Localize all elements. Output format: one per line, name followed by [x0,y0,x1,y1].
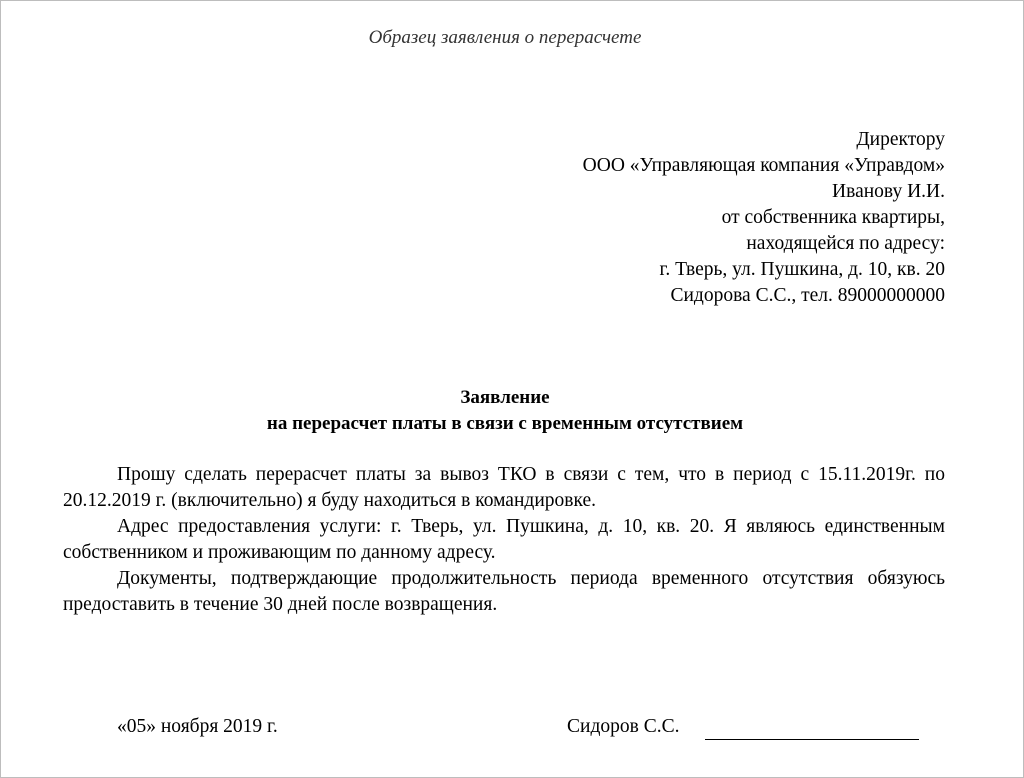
addressee-line: г. Тверь, ул. Пушкина, д. 10, кв. 20 [659,259,945,280]
signature-line [705,739,919,740]
statement-heading [1,385,1009,437]
document-caption: Образец заявления о перерасчете [368,27,642,48]
addressee-block [425,127,945,309]
signature-name: Сидоров С.С. [567,716,680,737]
addressee-line: Директору [856,129,945,150]
addressee-line: находящейся по адресу: [746,233,945,254]
document-subtitle: на перерасчет платы в связи с временным отсутствием [266,413,744,434]
addressee-line: от собственника квартиры, [721,207,945,228]
signature-date: «05» ноября 2019 г. [117,716,278,737]
addressee-line: Сидорова С.С., тел. 89000000000 [670,285,945,306]
addressee-line: ООО «Управляющая компания «Управдом» [582,155,945,176]
body-paragraph: Адрес предоставления услуги: г. Тверь, ул. Пушкина, д. 10, кв. 20. Я являюсь единственным собственником и проживающим по данному адресу. [63,516,945,563]
addressee-line: Иванову И.И. [832,181,945,202]
body-paragraph: Документы, подтверждающие продолжительность периода временного отсутствия обязуюсь предоставить в течение 30 дней после возвращения. [63,568,945,615]
body-paragraph: Прошу сделать перерасчет платы за вывоз ТКО в связи с тем, что в период с 15.11.2019г. по 20.12.2019 г. (включительно) я буду находиться в командировке. [63,464,945,511]
document-title: Заявление [460,387,550,408]
statement-body [63,462,945,618]
